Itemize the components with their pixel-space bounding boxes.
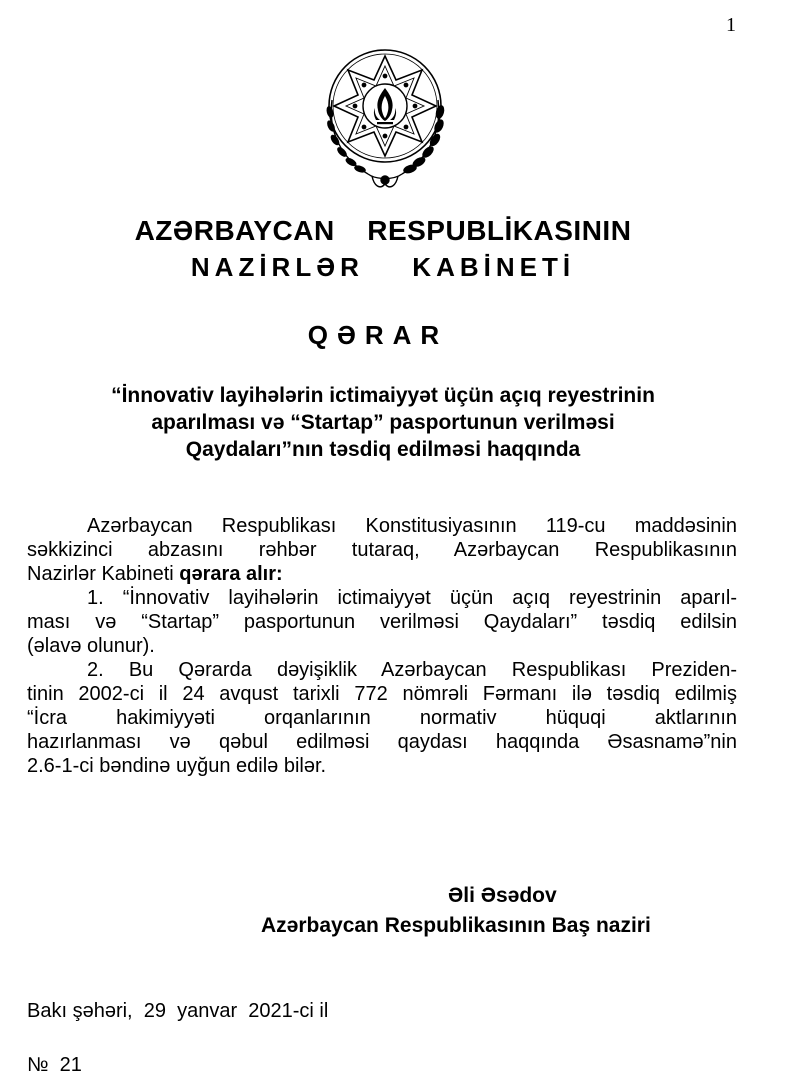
subject-line: “İnnovativ layihələrin ictimaiyyət üçün açıq reyestrinin — [111, 384, 655, 407]
document-number: № 21 — [27, 1054, 82, 1076]
issuing-authority-line1: AZƏRBAYCAN RESPUBLİKASININ — [134, 215, 632, 246]
signer-title: Azərbaycan Respublikasının Baş naziri — [261, 914, 651, 937]
body-line: 1. “İnnovativ layihələrin ictimaiyyət üçün açıq reyestrinin aparıl- — [87, 587, 737, 609]
page-number: 1 — [726, 14, 736, 36]
document-subject — [0, 382, 766, 463]
document-body — [27, 514, 737, 778]
subject-line: Qaydaları”nın təsdiq edilməsi haqqında — [185, 438, 581, 461]
body-line: ması və “Startap” pasportunun verilməsi Qaydaları” təsdiq edilsin — [27, 611, 737, 633]
body-text-bold: qərara alır: — [179, 563, 283, 585]
body-line — [27, 562, 737, 586]
body-line: səkkizinci abzasını rəhbər tutaraq, Azərbaycan Respublikasının — [27, 539, 737, 561]
issuing-authority-line2: NAZİRLƏR KABİNETİ — [190, 252, 576, 282]
place-and-date: Bakı şəhəri, 29 yanvar 2021-ci il — [27, 1000, 329, 1022]
body-text-plain: Nazirlər Kabineti — [27, 563, 180, 585]
body-line: hazırlanması və qəbul edilməsi qaydası haqqında Əsasnamə”nin — [27, 731, 737, 753]
body-line: Azərbaycan Respublikası Konstitusiyasının 119-cu maddəsinin — [87, 515, 737, 537]
body-line: tinin 2002-ci il 24 avqust tarixli 772 nömrəli Fərmanı ilə təsdiq edilmiş — [27, 683, 737, 705]
body-line: (əlavə olunur). — [27, 635, 155, 657]
coat-of-arms-emblem — [310, 40, 460, 192]
document-type: QƏRAR — [307, 320, 449, 350]
body-line: “İcra hakimiyyəti orqanlarının normativ hüquqi aktlarının — [27, 707, 737, 729]
signer-name: Əli Əsədov — [448, 884, 557, 907]
body-line: 2.6-1-ci bəndinə uyğun edilə bilər. — [27, 755, 327, 777]
subject-line: aparılması və “Startap” pasportunun verilməsi — [151, 411, 615, 434]
body-line: 2. Bu Qərarda dəyişiklik Azərbaycan Respublikası Preziden- — [87, 659, 737, 681]
